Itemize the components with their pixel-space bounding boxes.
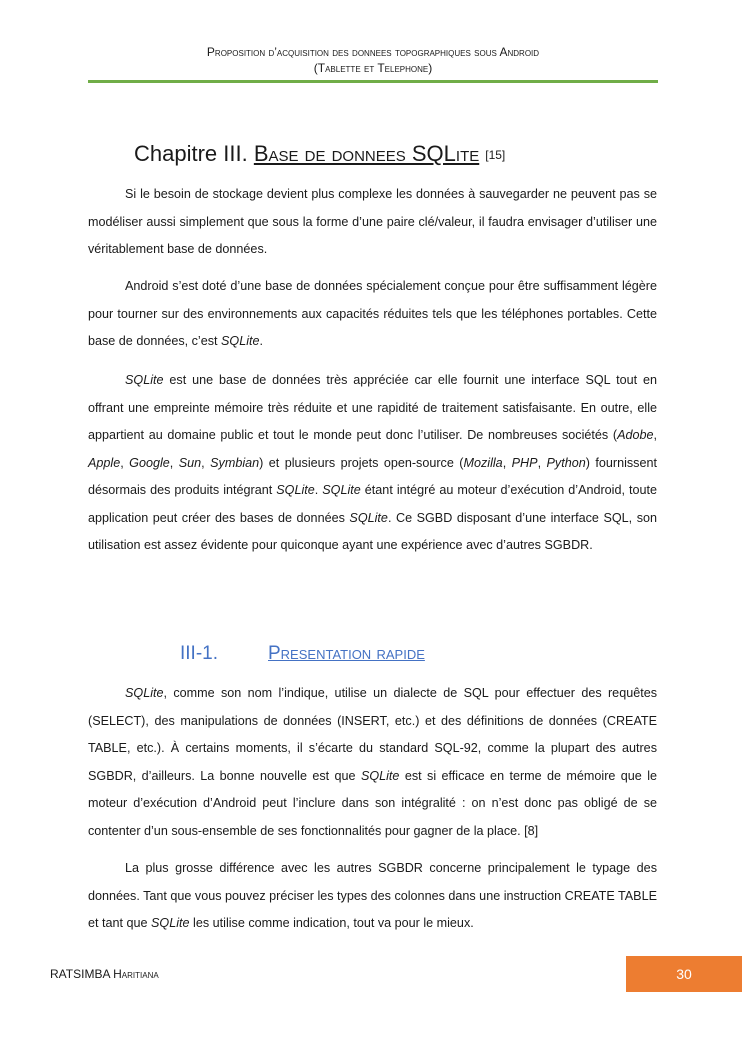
page-number bbox=[626, 956, 742, 992]
paragraph-3-text: . bbox=[314, 483, 323, 497]
chapter-heading bbox=[134, 139, 505, 170]
footer-author: RATSIMBA Haritiana bbox=[50, 967, 159, 981]
paragraph-2-text: Android s’est doté d’une base de données spécialement conçue pour être suffisamment légère pour tourner sur des environnements aux capacités réduites tels que les téléphones portables. Cette base de données, c’est bbox=[88, 279, 657, 348]
page-number-text: 30 bbox=[676, 966, 692, 982]
company-google: Google bbox=[129, 455, 170, 470]
paragraph-2-end: . bbox=[259, 334, 264, 348]
sqlite-term: SQLite bbox=[322, 483, 361, 497]
paragraph-4-text: est si efficace en terme de mémoire que le moteur d’exécution d’Android peut l’inclure dans son intégralité : on n’est donc pas obligé de se contenter d’un sous-ensemble de ses fonctionnalités pour gagner de la place. [8] bbox=[88, 768, 657, 838]
separator: , bbox=[201, 455, 211, 470]
running-header bbox=[88, 44, 658, 76]
section-heading bbox=[180, 640, 425, 668]
section-number: III-1. bbox=[180, 643, 219, 664]
paragraph-1-text: Si le besoin de stockage devient plus complexe les données à sauvegarder ne peuvent pas se modéliser aussi simplement que sous la forme d’une paire clé/valeur, il faudra envisager d’utiliser une véritablement base de données. bbox=[88, 187, 657, 256]
project-php: PHP bbox=[511, 455, 538, 470]
sqlite-term: SQLite bbox=[276, 483, 315, 497]
sqlite-term: SQLite bbox=[125, 373, 164, 387]
sqlite-term: SQLite bbox=[349, 510, 388, 525]
company-symbian: Symbian bbox=[210, 455, 260, 470]
paragraph-1 bbox=[88, 181, 657, 264]
paragraph-3-text: étant intégré au moteur d’exécution d’Android, toute application peut créer des bases de données bbox=[88, 483, 657, 525]
project-mozilla: Mozilla bbox=[463, 455, 503, 470]
paragraph-3-text: . Ce SGBD disposant d’une interface SQL, son utilisation est assez évidente pour quiconque ayant une expérience avec d’autres SGBDR. bbox=[88, 510, 658, 552]
separator: , bbox=[120, 455, 130, 470]
paragraph-3-text: est une base de données très appréciée car elle fournit une interface SQL tout en offrant une empreinte mémoire très réduite et une rapidité de traitement satisfaisante. En outre, elle appartient au domaine public et tout le monde peut donc l’utiliser. De nombreuses sociétés ( bbox=[88, 373, 657, 442]
sqlite-term: SQLite bbox=[360, 768, 400, 783]
chapter-reference: [15] bbox=[485, 148, 506, 162]
paragraph-3-text: ) fournissent désormais des produits intégrant bbox=[88, 455, 657, 497]
sqlite-term: SQLite bbox=[221, 334, 260, 348]
paragraph-3-text: ) et plusieurs projets open-source ( bbox=[259, 455, 464, 470]
header-line-2: (Tablette et Telephone) bbox=[313, 61, 433, 75]
separator: , bbox=[169, 455, 179, 470]
chapter-prefix: Chapitre III. bbox=[134, 141, 248, 166]
paragraph-5 bbox=[88, 855, 657, 938]
company-apple: Apple bbox=[88, 455, 121, 470]
company-adobe: Adobe bbox=[617, 428, 654, 442]
sqlite-term: SQLite bbox=[125, 686, 164, 700]
header-rule bbox=[88, 80, 658, 83]
project-python: Python bbox=[546, 455, 586, 470]
paragraph-2 bbox=[88, 273, 657, 356]
header-line-1: Proposition d’acquisition des donnees topographiques sous Android bbox=[206, 45, 540, 59]
paragraph-4 bbox=[88, 680, 657, 845]
paragraph-3 bbox=[88, 367, 657, 560]
paragraph-4-text: , comme son nom l’indique, utilise un dialecte de SQL pour effectuer des requêtes (SELECT), des manipulations de données (INSERT, etc.) et des définitions de données (CREATE TABLE, etc.). À certains moments, il s’écarte du standard SQL-92, comme la plupart des autres SGBDR, d’ailleurs. La bonne nouvelle est que bbox=[88, 686, 657, 783]
sqlite-term: SQLite bbox=[151, 916, 190, 930]
company-sun: Sun bbox=[178, 455, 202, 470]
chapter-title: Base de donnees SQLite bbox=[253, 141, 480, 166]
separator: , bbox=[502, 455, 512, 470]
paragraph-5-text: les utilise comme indication, tout va pour le mieux. bbox=[189, 916, 474, 930]
section-title: Presentation rapide bbox=[268, 643, 425, 664]
separator: , bbox=[653, 428, 657, 442]
separator: , bbox=[537, 455, 547, 470]
paragraph-5-text: La plus grosse différence avec les autres SGBDR concerne principalement le typage des données. Tant que vous pouvez préciser les types des colonnes dans une instruction CREATE TABLE et tant que bbox=[88, 861, 657, 930]
